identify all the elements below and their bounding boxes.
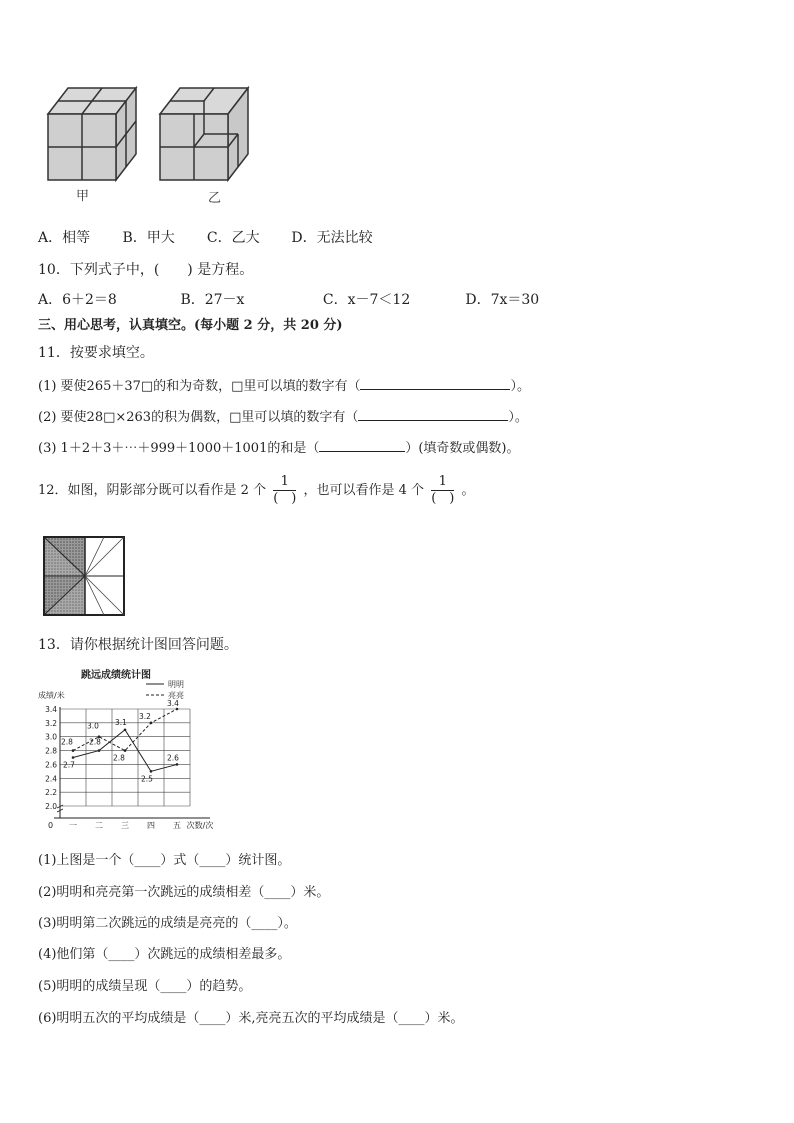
q9-option-c: C．乙大 [206, 230, 260, 246]
chart-x-axis-label: 次数/次 [186, 821, 214, 830]
q11-p2-end: ）。 [508, 410, 528, 425]
q11-p1-end: ）。 [510, 379, 530, 394]
data-label: 3.0 [87, 721, 99, 731]
data-point [98, 749, 101, 752]
legend-label-liangliang: 亮亮 [168, 691, 184, 700]
x-tick-label: 三 [121, 821, 129, 830]
x-tick-label: 五 [173, 821, 181, 830]
q12-frac2-denominator[interactable]: ( ) [431, 491, 455, 506]
q11-part-3 [38, 437, 520, 458]
q11-p2-text: (2) 要使28□×263的积为偶数，□里可以填的数字有（ [38, 410, 359, 425]
q11-p3-blank[interactable] [319, 437, 405, 452]
data-label: 3.1 [115, 717, 127, 727]
x-tick-label: 一 [69, 821, 77, 830]
q11-p3-text: (3) 1＋2＋3＋⋯＋999＋1000＋1001的和是（ [38, 441, 320, 456]
chart-origin-label: 0 [48, 821, 54, 830]
cube-jia [48, 88, 136, 180]
q13-question-1: (1)上图是一个（____）式（____）统计图。 [38, 853, 291, 868]
q10-option-a: A．6＋2＝8 [38, 292, 117, 308]
y-tick-label: 3.0 [45, 732, 57, 742]
y-tick-label: 3.4 [45, 705, 57, 714]
x-tick-label: 四 [147, 821, 155, 830]
y-tick-label: 2.6 [45, 760, 57, 770]
chart-title: 跳远成绩统计图 [81, 670, 151, 681]
data-point [98, 735, 101, 738]
q9-option-d: D．无法比较 [291, 230, 373, 246]
data-point [176, 763, 179, 766]
x-tick-label: 二 [95, 821, 103, 830]
cube-label-yi: 乙 [208, 191, 222, 206]
legend-label-mingming: 明明 [168, 680, 184, 689]
data-label: 3.4 [167, 699, 179, 708]
q12-text-middle: ，也可以看作是 4 个 [303, 483, 425, 498]
data-label: 2.7 [63, 760, 75, 770]
q11-p1-text: (1) 要使265＋37□的和为奇数，□里可以填的数字有（ [38, 379, 361, 394]
data-label: 2.8 [113, 753, 125, 763]
q9-option-b: B．甲大 [122, 230, 175, 246]
q9-option-a: A．相等 [38, 230, 91, 246]
q10-stem: 10．下列式子中，( ) 是方程。 [38, 262, 254, 278]
q10-option-d: D．7x＝30 [465, 292, 540, 308]
q11-part-1 [38, 375, 530, 396]
y-tick-label: 2.8 [45, 746, 57, 756]
data-point [124, 749, 127, 752]
y-tick-label: 2.2 [45, 788, 57, 798]
q12-frac1-numerator: 1 [273, 474, 296, 491]
q10-option-c: C．x－7＜12 [322, 292, 411, 308]
q12-fraction-2 [431, 474, 454, 507]
y-tick-label: 2.0 [45, 802, 57, 811]
q12-frac2-numerator: 1 [431, 474, 454, 491]
data-point [150, 770, 153, 773]
cube-yi [160, 88, 248, 180]
q11-p3-end: ）(填奇数或偶数)。 [405, 441, 520, 456]
q12-fraction-1 [273, 474, 296, 507]
q11-part-2 [38, 406, 528, 427]
y-tick-label: 2.4 [45, 774, 57, 784]
q13-question-2: (2)明明和亮亮第一次跳远的成绩相差（____）米。 [38, 885, 330, 900]
jump-distance-line-chart [38, 664, 228, 836]
q12-text-after: 。 [461, 483, 475, 498]
q12-text-before: 12．如图，阴影部分既可以看作是 2 个 [38, 483, 267, 498]
chart-y-axis-label: 成绩/米 [38, 691, 65, 700]
data-point [72, 749, 75, 752]
q12-frac1-denominator[interactable]: ( ) [273, 491, 297, 506]
q13-question-4: (4)他们第（____）次跳远的成绩相差最多。 [38, 947, 291, 962]
q11-stem: 11．按要求填空。 [38, 345, 154, 361]
q12-square-figure [42, 535, 128, 617]
q10-options [38, 291, 539, 309]
data-label: 2.8 [89, 737, 101, 747]
data-point [176, 708, 179, 711]
q11-p2-blank[interactable] [358, 406, 508, 421]
q13-question-6: (6)明明五次的平均成绩是（____）米,亮亮五次的平均成绩是（____）米。 [38, 1011, 464, 1026]
q10-option-b: B．27－x [180, 292, 245, 308]
data-label: 2.8 [61, 737, 73, 747]
q13-question-5: (5)明明的成绩呈现（____）的趋势。 [38, 979, 252, 994]
data-label: 3.2 [139, 711, 151, 721]
q9-options [38, 229, 373, 247]
cube-label-jia: 甲 [76, 189, 90, 204]
data-label: 2.5 [141, 774, 153, 784]
data-point [124, 728, 127, 731]
cube-figures [38, 82, 268, 212]
section-3-title: 三、用心思考，认真填空。(每小题 2 分，共 20 分) [38, 318, 343, 333]
y-tick-label: 3.2 [45, 718, 57, 728]
data-label: 2.6 [167, 753, 179, 763]
data-point [150, 722, 153, 725]
q13-stem: 13．请你根据统计图回答问题。 [38, 637, 238, 653]
q11-p1-blank[interactable] [360, 375, 510, 390]
q12-question [38, 468, 475, 514]
q13-question-3: (3)明明第二次跳远的成绩是亮亮的（____）。 [38, 916, 297, 931]
data-point [72, 756, 75, 759]
